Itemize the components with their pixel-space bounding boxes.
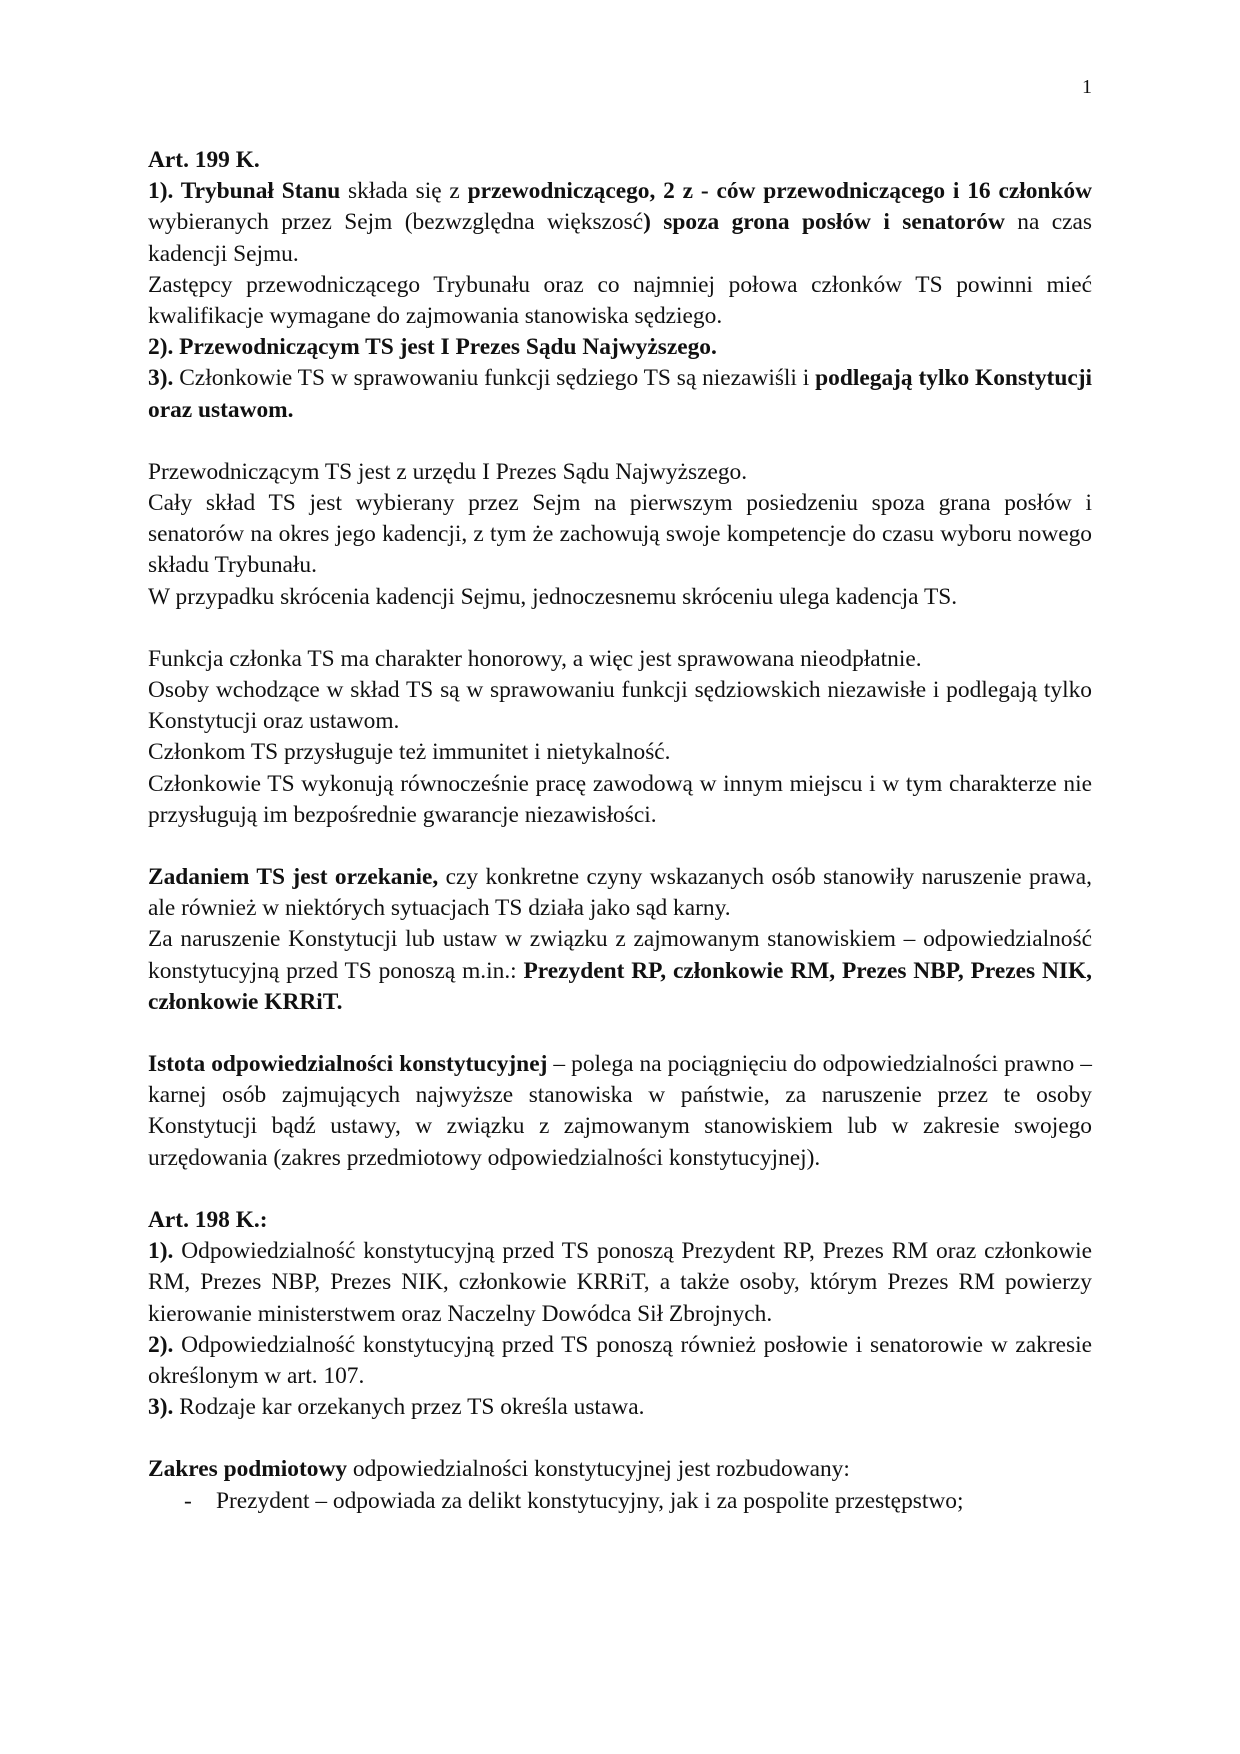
bold-text-run: 3). [148, 365, 174, 392]
text-run: – polega na pociągnięciu do odpowiedzialności prawno – karnej osób zajmujących najwyższe stanowiska w państwie, za naruszenie przez te osoby Konstytucji bądź ustawy, w związku z zajmowanym stanowiskiem lub w zakresie swojego urzędowania (zakres przedmiotowy odpowiedzialności konstytucyjnej). [148, 1051, 1092, 1171]
art-198-heading: Art. 198 K.: [148, 1206, 268, 1233]
art-199-para-1b: Zastępcy przewodniczącego Trybunału oraz co najmniej połowa członków TS powinni mieć kwalifikacje wymagane do zajmowania stanowiska sędziego. [148, 271, 1092, 330]
section3-para-1: Funkcja członka TS ma charakter honorowy, a więc jest sprawowana nieodpłatnie. [148, 645, 922, 672]
text-run: na czas kadencji Sejmu. [148, 209, 1092, 267]
naruszenie-paragraph [148, 924, 1092, 1018]
istota-paragraph [148, 1049, 1092, 1174]
text-run: Odpowiedzialność konstytucyjną przed TS ponoszą Prezydent RP, Prezes RM oraz członkowie RM, Prezes NBP, Prezes NIK, członkowie KRRiT, a także osoby, którym Prezes RM powierzy kierowanie ministerstwem oraz Naczelny Dowódca Sił Zbrojnych. [148, 1238, 1092, 1327]
bullet-text: Prezydent – odpowiada za delikt konstytucyjny, jak i za pospolite przestępstwo; [216, 1487, 964, 1514]
bold-text-run: 2). [148, 1331, 174, 1358]
bold-text-run: 1). [148, 1238, 174, 1265]
bold-text-run: ) spoza grona posłów i senatorów [643, 209, 1005, 236]
section3-para-3: Członkom TS przysługuje też immunitet i nietykalność. [148, 739, 671, 766]
bold-text-run: Istota odpowiedzialności konstytucyjnej [148, 1051, 548, 1078]
text-run: Członkowie TS w sprawowaniu funkcji sędziego TS są niezawiśli i [173, 365, 816, 392]
art-199-para-2 [148, 332, 1092, 363]
bold-text-run: Zakres podmiotowy [148, 1456, 348, 1483]
bold-text-run: Zadaniem TS jest orzekanie, [148, 864, 439, 891]
text-run: Za naruszenie Konstytucji lub ustaw w związku z zajmowanym stanowiskiem – odpowiedzialność konstytucyjną przed TS ponoszą m.in.: [148, 926, 1092, 984]
text-run: Rodzaje kar orzekanych przez TS określa ustawa. [173, 1394, 645, 1421]
art-199-para-1 [148, 176, 1092, 270]
art-198-para-2 [148, 1330, 1092, 1392]
section3-para-4: Członkowie TS wykonują równocześnie pracę zawodową w innym miejscu i w tym charakterze nie przysługują im bezpośrednie gwarancje niezawisłości. [148, 770, 1092, 828]
bold-text-run: podlegają tylko Konstytucji oraz ustawom. [148, 365, 1092, 423]
page-number: 1 [1082, 76, 1092, 98]
bold-text-run: 2). Przewodniczącym TS jest I Prezes Sądu Najwyższego. [148, 334, 717, 361]
section2-para-3: W przypadku skrócenia kadencji Sejmu, jednoczesnemu skróceniu ulega kadencja TS. [148, 583, 958, 610]
document-body [148, 145, 1092, 1517]
bold-text-run: przewodniczącego, 2 z - ców przewodniczącego i 16 członków [467, 178, 1093, 205]
text-run: Odpowiedzialność konstytucyjną przed TS ponoszą również posłowie i senatorowie w zakresie określonym w art. 107. [148, 1331, 1092, 1389]
text-run: czy konkretne czyny wskazanych osób stanowiły naruszenie prawa, ale również w niektórych sytuacjach TS działa jako sąd karny. [148, 864, 1092, 922]
bold-text-run: Prezydent RP, członkowie RM, Prezes NBP, Prezes NIK, członkowie KRRiT. [148, 957, 1092, 1015]
bold-text-run: 3). [148, 1394, 174, 1421]
zakres-paragraph [148, 1454, 1092, 1485]
art-199-heading: Art. 199 K. [148, 147, 260, 173]
art-198-para-1 [148, 1236, 1092, 1330]
text-run: składa się z [340, 178, 468, 205]
art-198-para-3 [148, 1392, 1092, 1423]
section3-para-2: Osoby wchodzące w skład TS są w sprawowaniu funkcji sędziowskich niezawisłe i podlegają tylko Konstytucji oraz ustawom. [148, 677, 1092, 735]
bullet-dash: - [184, 1487, 192, 1514]
text-run: wybieranych przez Sejm (bezwzględna większosć [148, 209, 644, 236]
text-run: odpowiedzialności konstytucyjnej jest rozbudowany: [347, 1456, 850, 1483]
section2-para-2: Cały skład TS jest wybierany przez Sejm na pierwszym posiedzeniu spoza grana posłów i senatorów na okres jego kadencji, z tym że zachowują swoje kompetencje do czasu wyboru nowego składu Trybunału. [148, 490, 1092, 579]
list-item [148, 1486, 1092, 1517]
section2-para-1: Przewodniczącym TS jest z urzędu I Prezes Sądu Najwyższego. [148, 458, 748, 485]
bold-text-run: 1). Trybunał Stanu [148, 178, 341, 205]
art-199-para-3 [148, 363, 1092, 425]
zadaniem-paragraph [148, 862, 1092, 924]
